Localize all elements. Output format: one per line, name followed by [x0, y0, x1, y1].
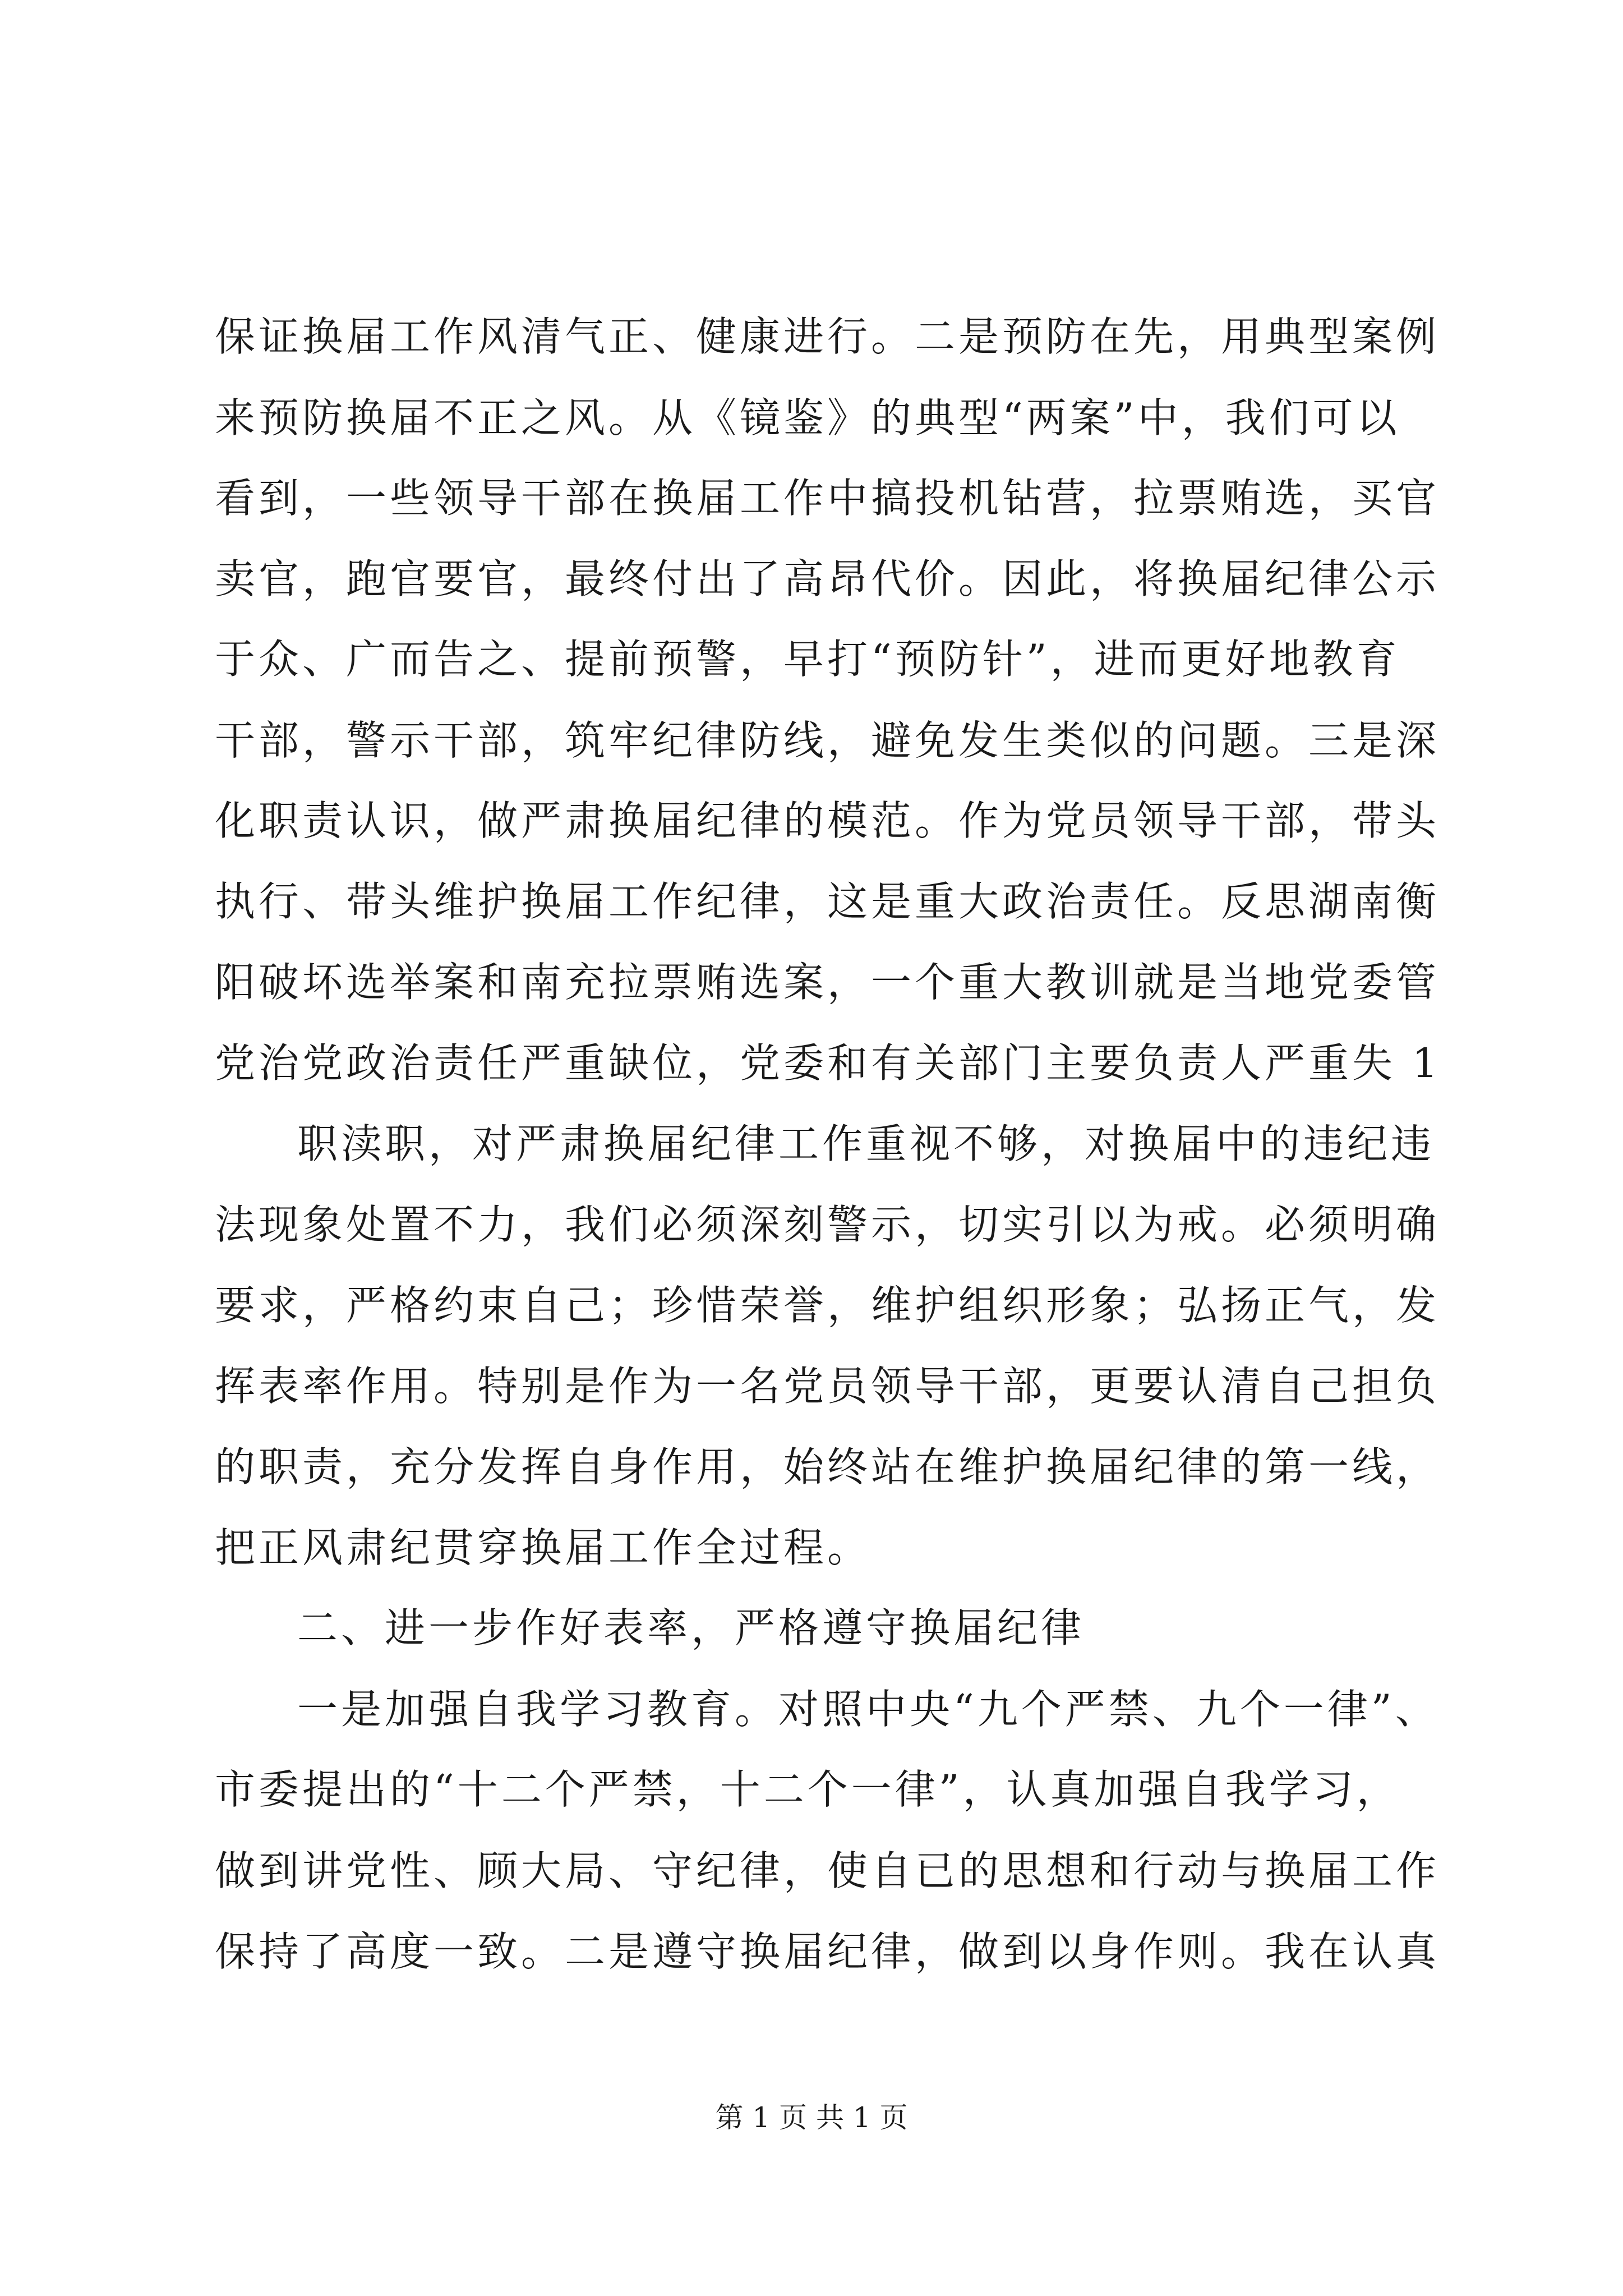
- text-line-13: 要求，严格约束自己；珍惜荣誉，维护组织形象；弘扬正气，发: [215, 1282, 1440, 1329]
- text-line-12: 法现象处置不力，我们必须深刻警示，切实引以为戒。必须明确: [215, 1201, 1440, 1248]
- text-line-9: 阳破坏选举案和南充拉票贿选案，一个重大教训就是当地党委管: [215, 959, 1440, 1006]
- text-line-20: 做到讲党性、顾大局、守纪律，使自已的思想和行动与换届工作: [215, 1847, 1440, 1894]
- page-footer: 第 1 页 共 1 页: [715, 2101, 908, 2134]
- text-line-21: 保持了高度一致。二是遵守换届纪律，做到以身作则。我在认真: [215, 1928, 1440, 1975]
- text-line-2: 来预防换届不正之风。从《镜鉴》的典型“两案”中，我们可以: [215, 394, 1400, 441]
- text-line-1: 保证换届工作风清气正、健康进行。二是预防在先，用典型案例: [215, 313, 1440, 360]
- section-heading: 二、进一步作好表率，严格遵守换届纪律: [297, 1604, 1085, 1651]
- text-line-8: 执行、带头维护换届工作纪律，这是重大政治责任。反思湖南衡: [215, 878, 1440, 925]
- text-line-14: 挥表率作用。特别是作为一名党员领导干部，更要认清自己担负: [215, 1363, 1440, 1410]
- text-line-5: 于众、广而告之、提前预警，早打“预防针”，进而更好地教育: [215, 636, 1400, 683]
- text-line-4: 卖官，跑官要官，最终付出了高昂代价。因此，将换届纪律公示: [215, 555, 1440, 602]
- text-line-3: 看到，一些领导干部在换届工作中搞投机钻营，拉票贿选，买官: [215, 475, 1440, 522]
- text-line-7: 化职责认识，做严肃换届纪律的模范。作为党员领导干部，带头: [215, 797, 1440, 844]
- text-line-6: 干部，警示干部，筑牢纪律防线，避免发生类似的问题。三是深: [215, 717, 1440, 764]
- text-line-16: 把正风肃纪贯穿换届工作全过程。: [215, 1524, 872, 1571]
- text-line-19: 市委提出的“十二个严禁，十二个一律”，认真加强自我学习，: [215, 1766, 1400, 1813]
- text-line-10: 党治党政治责任严重缺位，党委和有关部门主要负责人严重失 1: [215, 1039, 1441, 1087]
- text-line-11: 职渎职，对严肃换届纪律工作重视不够，对换届中的违纪违: [297, 1120, 1435, 1167]
- text-line-15: 的职责，充分发挥自身作用，始终站在维护换届纪律的第一线，: [215, 1443, 1440, 1490]
- text-line-18: 一是加强自我学习教育。对照中央“九个严禁、九个一律”、: [297, 1686, 1439, 1733]
